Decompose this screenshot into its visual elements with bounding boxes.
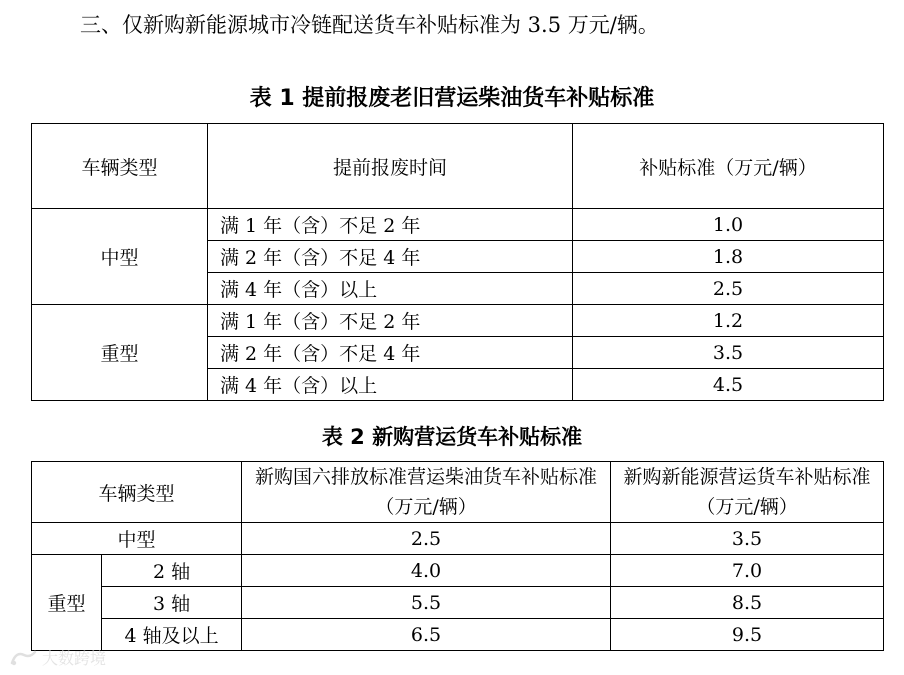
table1-header-row [32, 124, 884, 209]
table1-scrap-subsidy [31, 123, 884, 401]
watermark [8, 646, 106, 669]
ev-subsidy-cell: 9.5 [611, 619, 884, 651]
table1-header-cell: 车辆类型 [32, 124, 208, 209]
table-row [32, 619, 884, 651]
subsidy-cell: 1.2 [573, 305, 884, 337]
axle-cell: 2 轴 [102, 555, 242, 587]
table-row [32, 305, 884, 337]
axle-cell: 3 轴 [102, 587, 242, 619]
scrap-period-cell: 满 2 年（含）不足 4 年 [208, 241, 573, 273]
vehicle-type-cell: 中型 [32, 523, 242, 555]
vehicle-type-cell: 重型 [32, 555, 102, 651]
table2-new-purchase-subsidy [31, 461, 884, 651]
ev-subsidy-cell: 7.0 [611, 555, 884, 587]
subsidy-cell: 1.0 [573, 209, 884, 241]
table1-header-cell: 补贴标准（万元/辆） [573, 124, 884, 209]
diesel-subsidy-cell: 5.5 [242, 587, 611, 619]
scrap-period-cell: 满 1 年（含）不足 2 年 [208, 209, 573, 241]
subsidy-cell: 1.8 [573, 241, 884, 273]
diesel-subsidy-cell: 4.0 [242, 555, 611, 587]
table2-header-cell: 车辆类型 [32, 462, 242, 523]
subsidy-cell: 4.5 [573, 369, 884, 401]
table-row [32, 587, 884, 619]
watermark-text: 大数跨境 [42, 649, 107, 668]
vehicle-type-cell: 重型 [32, 305, 208, 401]
scrap-period-cell: 满 2 年（含）不足 4 年 [208, 337, 573, 369]
table2-header-cell: 新购新能源营运货车补贴标准（万元/辆） [611, 462, 884, 523]
table2-header-cell: 新购国六排放标准营运柴油货车补贴标准（万元/辆） [242, 462, 611, 523]
subsidy-cell: 2.5 [573, 273, 884, 305]
diesel-subsidy-cell: 2.5 [242, 523, 611, 555]
ev-subsidy-cell: 8.5 [611, 587, 884, 619]
axle-cell: 4 轴及以上 [102, 619, 242, 651]
table-row [32, 523, 884, 555]
intro-paragraph: 三、仅新购新能源城市冷链配送货车补贴标准为 3.5 万元/辆。 [80, 13, 659, 37]
scrap-period-cell: 满 4 年（含）以上 [208, 273, 573, 305]
scrap-period-cell: 满 4 年（含）以上 [208, 369, 573, 401]
table2-header-row [32, 462, 884, 523]
table-row [32, 209, 884, 241]
table1-header-cell: 提前报废时间 [208, 124, 573, 209]
diesel-subsidy-cell: 6.5 [242, 619, 611, 651]
table2-caption: 表 2 新购营运货车补贴标准 [321, 425, 583, 449]
ev-subsidy-cell: 3.5 [611, 523, 884, 555]
table1-caption: 表 1 提前报废老旧营运柴油货车补贴标准 [249, 86, 655, 111]
table-row [32, 555, 884, 587]
vehicle-type-cell: 中型 [32, 209, 208, 305]
subsidy-cell: 3.5 [573, 337, 884, 369]
scrap-period-cell: 满 1 年（含）不足 2 年 [208, 305, 573, 337]
cross-border-logo-icon [8, 649, 38, 667]
